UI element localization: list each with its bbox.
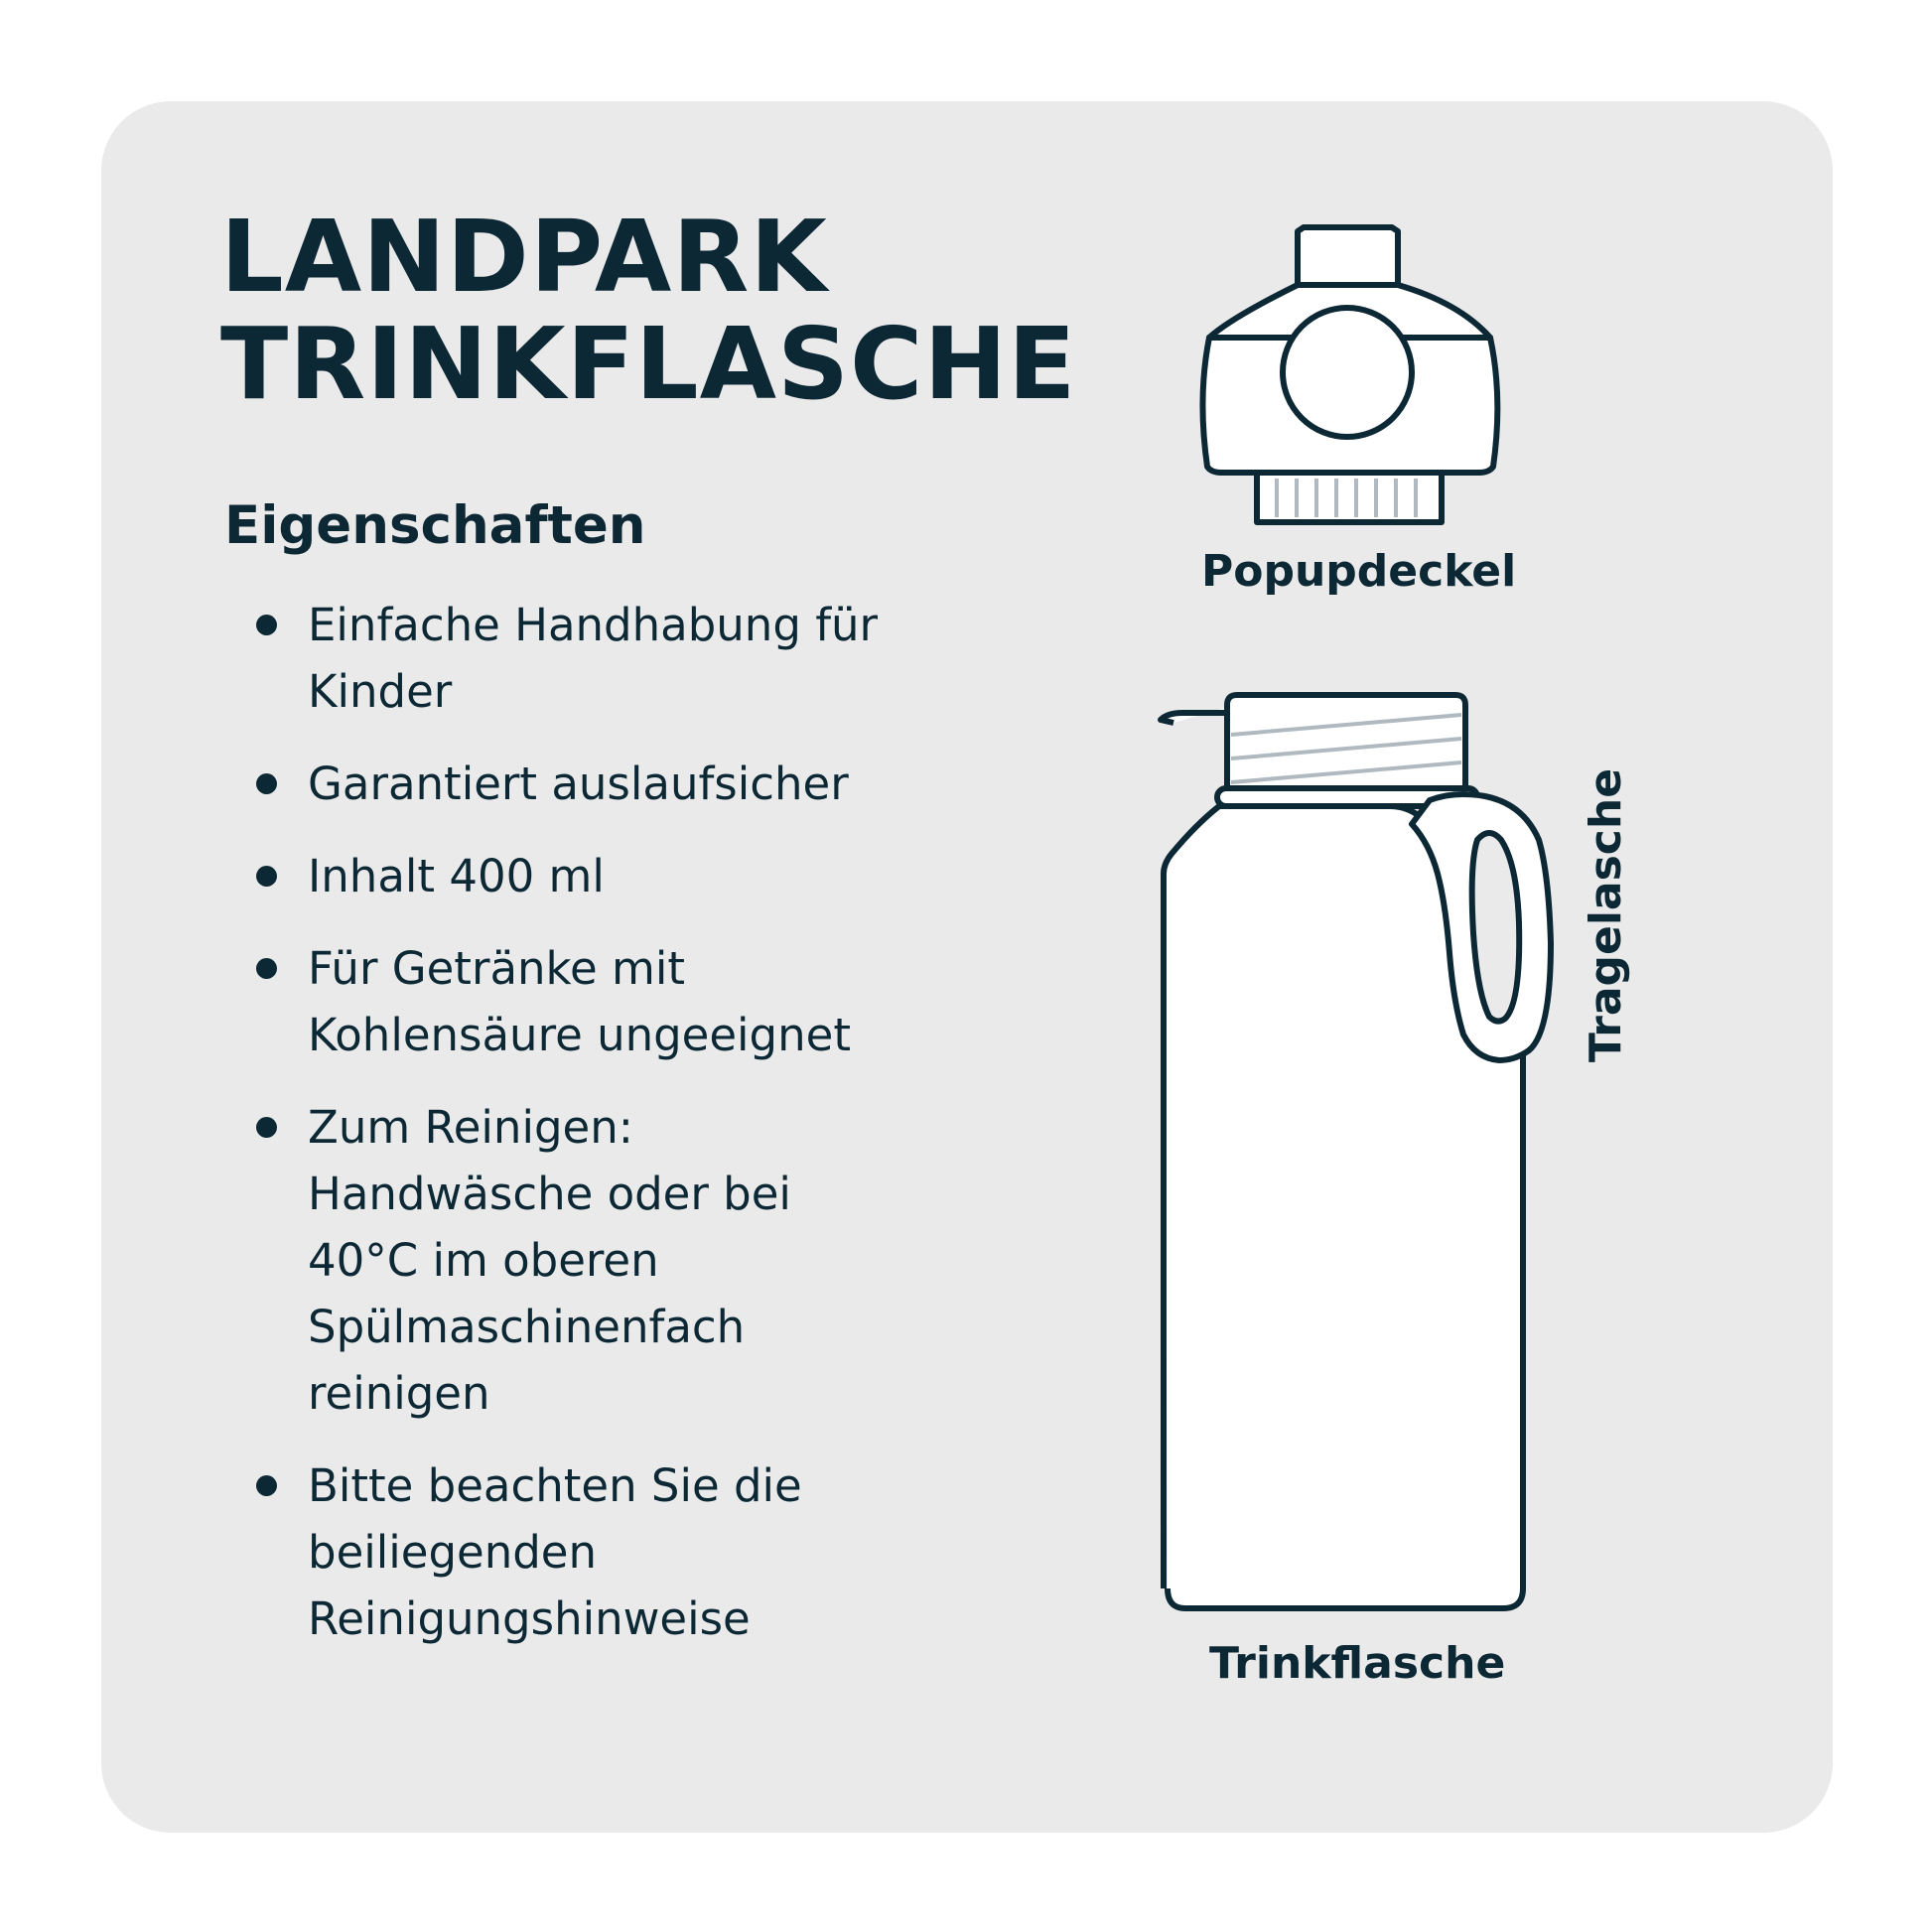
- feature-text: Für Getränke mit Kohlensäure ungeeignet: [308, 942, 851, 1061]
- popup-cap-icon: [1202, 227, 1497, 522]
- section-heading: Eigenschaften: [224, 495, 646, 556]
- feature-text: Zum Reinigen: Handwäsche oder bei 40°C im oberen Spülmaschinenfach reinigen: [308, 1101, 791, 1420]
- feature-text: Bitte beachten Sie die beiliegenden Reinigungshinweise: [308, 1459, 802, 1645]
- feature-text: Inhalt 400 ml: [308, 850, 605, 902]
- cap-label: Popupdeckel: [1201, 546, 1517, 597]
- bottle-label: Trinkflasche: [1209, 1638, 1506, 1689]
- title-line-1: LANDPARK: [220, 199, 828, 315]
- bottle-icon: [1161, 695, 1551, 1608]
- feature-text: Einfache Handhabung für Kinder: [308, 599, 879, 718]
- handle-label: Tragelasche: [1581, 767, 1631, 1063]
- title-line-2: TRINKFLASCHE: [220, 306, 1077, 422]
- feature-text: Garantiert auslaufsicher: [308, 758, 849, 810]
